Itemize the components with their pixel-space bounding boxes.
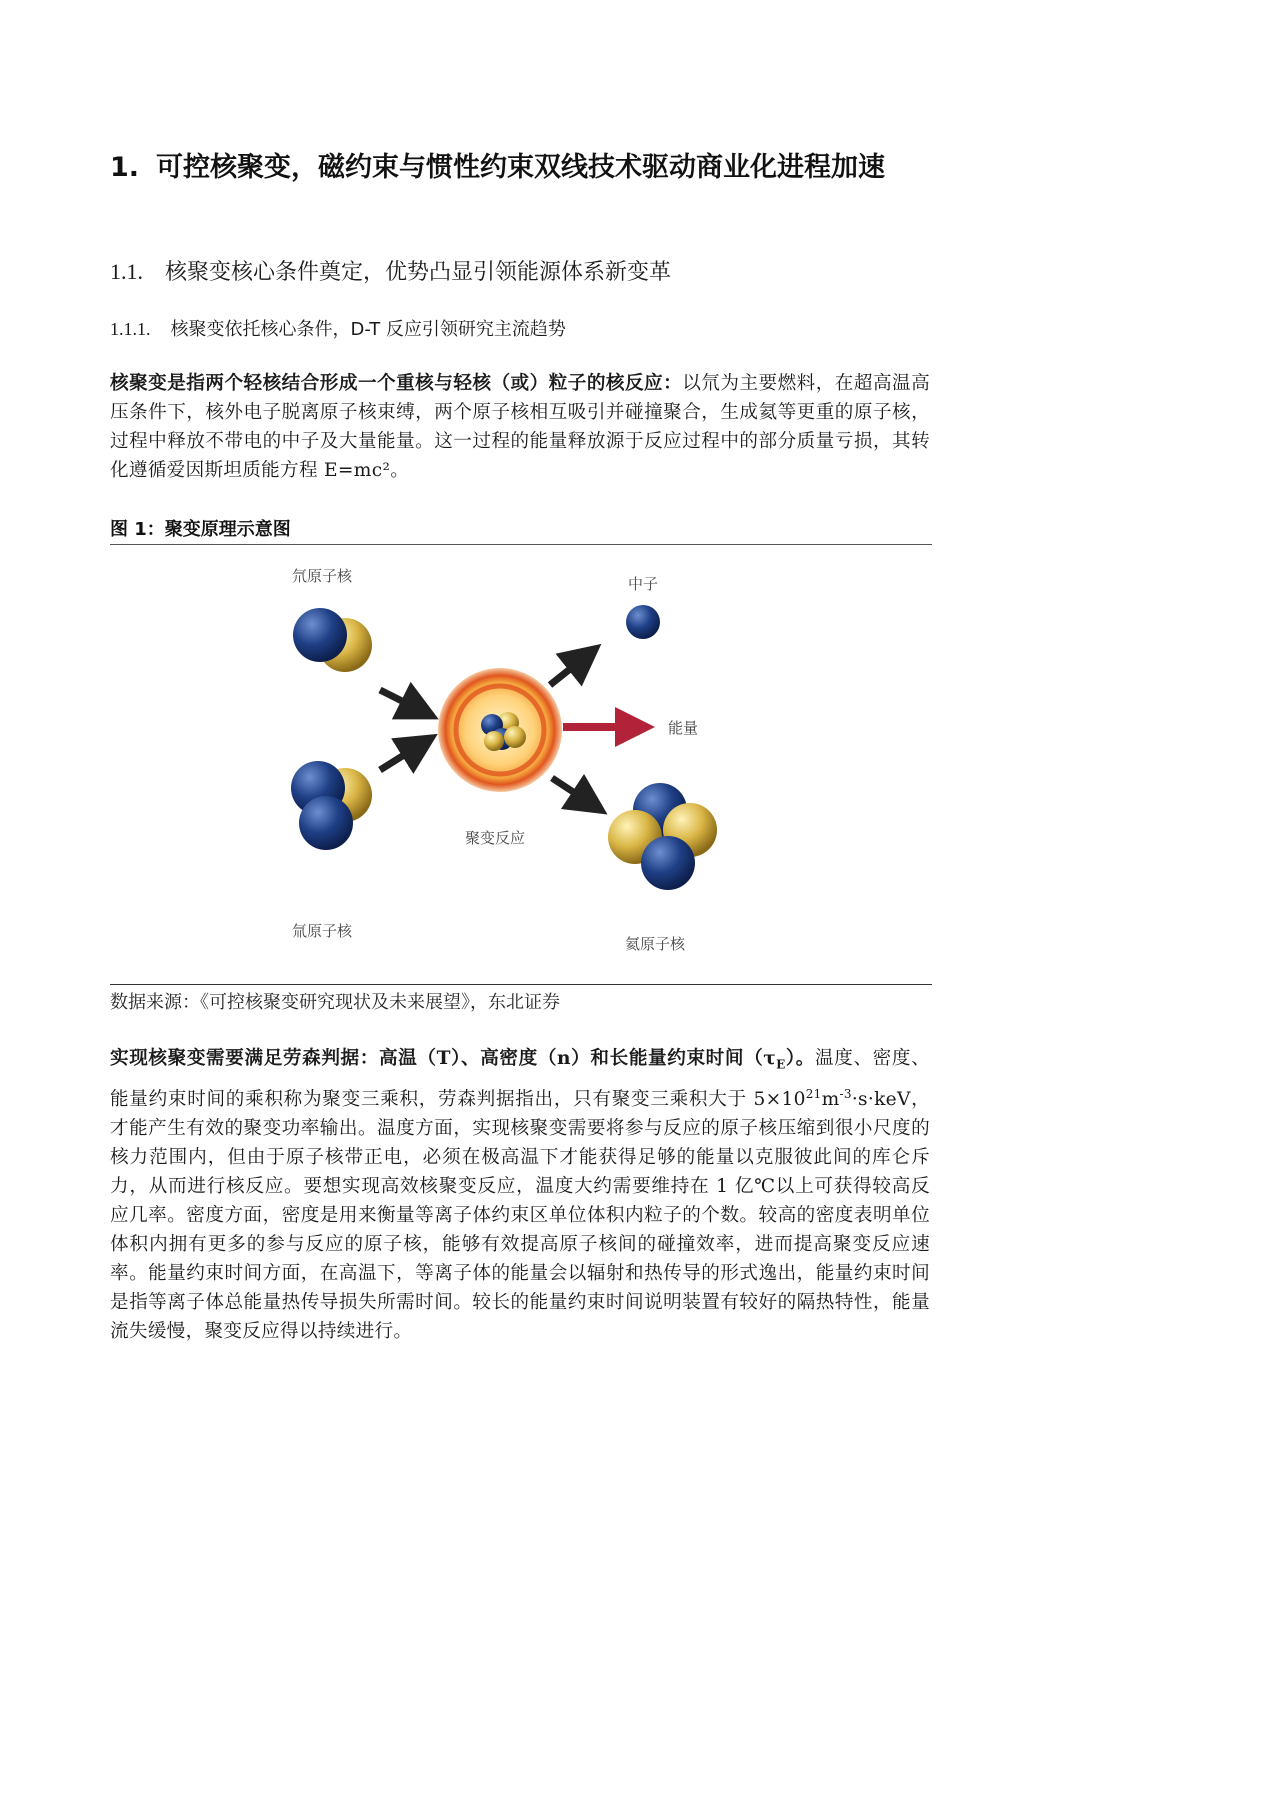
heading-1-number: 1. — [110, 152, 140, 183]
label-helium: 氦原子核 — [625, 935, 686, 953]
paragraph-2-lead: 实现核聚变需要满足劳森判据：高温（T）、高密度（n）和长能量约束时间$(\tau_E)$。 — [110, 1048, 816, 1072]
paragraph-2-body-1: 温度、密度、能量约束时间的乘积称为聚变三乘积，劳森判据指出，只有聚变三乘积大于 5×10 — [110, 1048, 930, 1110]
paragraph-fusion-definition — [110, 369, 930, 485]
tritium-nucleus — [291, 761, 372, 850]
helium-nucleus — [608, 783, 717, 890]
section-heading-1 — [110, 148, 950, 188]
arrow-helium-out — [552, 778, 590, 803]
figure-title: 图 1：聚变原理示意图 — [110, 519, 291, 540]
section-heading-3 — [110, 316, 566, 343]
heading-2-number: 1.1. — [110, 259, 143, 284]
heading-3-number: 1.1.1. — [110, 319, 151, 339]
tau-subscript: E — [776, 1057, 786, 1072]
exponent-minus-3: -3 — [839, 1086, 852, 1101]
arrow-deuterium-in — [380, 690, 420, 710]
figure-source: 数据来源：《可控核聚变研究现状及未来展望》，东北证券 — [110, 992, 560, 1013]
paragraph-1-lead: 核聚变是指两个轻核结合形成一个重核与轻核（或）粒子的核反应： — [110, 373, 683, 394]
heading-2-text: 核聚变核心条件奠定，优势凸显引领能源体系新变革 — [165, 260, 672, 285]
heading-1-text: 可控核聚变，磁约束与惯性约束双线技术驱动商业化进程加速 — [156, 152, 885, 183]
paragraph-1-body: 以氘为主要燃料，在超高温高压条件下，核外电子脱离原子核束缚，两个原子核相互吸引并碰撞聚合，生成氦等更重的原子核，过程中释放不带电的中子及大量能量。这一过程的能量释放源于反应过程中的部分质量亏损，其转化遵循爱因斯坦质能方程 — [110, 373, 930, 481]
label-tritium: 氚原子核 — [292, 922, 353, 940]
neutron-particle — [626, 605, 660, 639]
heading-3-text: 核聚变依托核心条件，D-T 反应引领研究主流趋势 — [170, 319, 566, 340]
paragraph-2-body-2: m — [821, 1088, 840, 1110]
arrow-neutron-out — [550, 657, 585, 685]
fusion-diagram — [280, 565, 760, 965]
section-heading-2 — [110, 257, 671, 288]
paragraph-1-formula: E=mc²。 — [317, 460, 410, 481]
deuterium-nucleus — [293, 608, 372, 672]
label-fusion: 聚变反应 — [465, 829, 526, 847]
paragraph-lawson-criterion — [110, 1044, 930, 1346]
figure-bottom-rule — [110, 984, 932, 985]
label-neutron: 中子 — [628, 575, 659, 593]
label-energy: 能量 — [668, 719, 699, 737]
fusion-diagram-graphic — [280, 565, 760, 965]
label-deuterium: 氘原子核 — [292, 567, 353, 585]
figure-top-rule — [110, 544, 932, 545]
exponent-21: 21 — [805, 1086, 822, 1101]
arrow-tritium-in — [380, 745, 420, 770]
fusion-reaction-core — [438, 668, 562, 792]
paragraph-2-body-3: ·s·keV，才能产生有效的聚变功率输出。温度方面，实现核聚变需要将参与反应的原子核压缩到很小尺度的核力范围内，但由于原子核带正电，必须在极高温下才能获得足够的能量以克服彼此间的库仑斥力，从而进行核反应。要想实现高效核聚变反应，温度大约需要维持在 1 亿℃以上可获得较高反应几率。密度方面，密度是用来衡量等离子体约束区单位体积内粒子的个数。较高的密度表明单位体积内拥有更多的参与反应的原子核，能够有效提高原子核间的碰撞效率，进而提高聚变反应速率。能量约束时间方面，在高温下，等离子体的能量会以辐射和热传导的形式逸出，能量约束时间是指等离子体总能量热传导损失所需时间。较长的能量约束时间说明装置有较好的隔热特性，能量流失缓慢，聚变反应得以持续进行。 — [110, 1088, 930, 1342]
